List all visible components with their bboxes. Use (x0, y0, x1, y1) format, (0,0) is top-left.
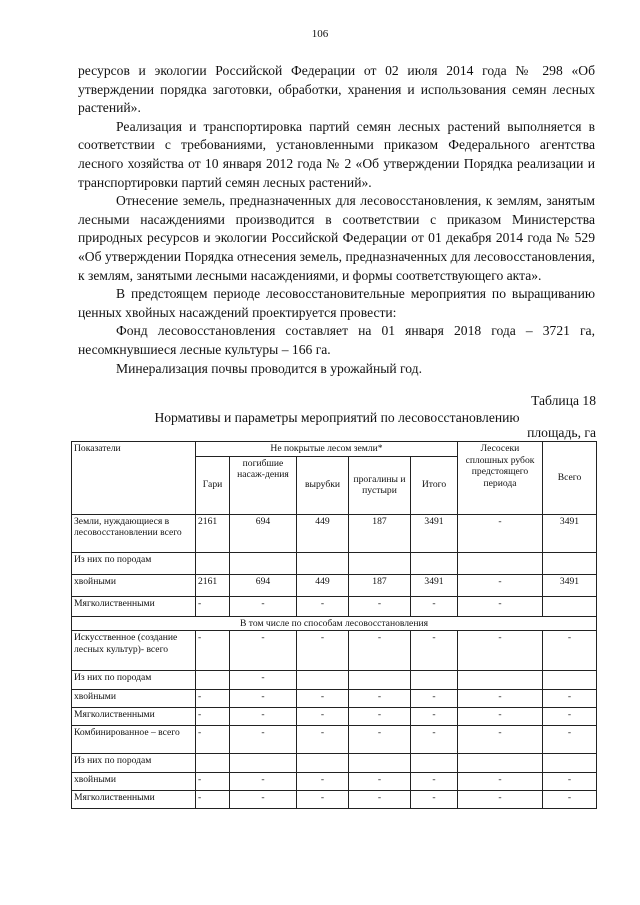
cell-value: - (411, 631, 458, 671)
header-col: Гари (196, 456, 230, 514)
header-col: Итого (411, 456, 458, 514)
cell-value (196, 754, 230, 773)
cell-value (349, 552, 411, 574)
row-label: Земли, нуждающиеся в лесовосстановлении всего (72, 514, 196, 552)
cell-value: 449 (297, 514, 349, 552)
cell-value: - (297, 773, 349, 791)
cell-value: 3491 (543, 514, 597, 552)
cell-value: - (297, 690, 349, 708)
cell-value (196, 552, 230, 574)
cell-value: - (230, 773, 297, 791)
cell-value (230, 754, 297, 773)
cell-value: - (411, 596, 458, 616)
header-col: прогалины и пустыри (349, 456, 411, 514)
cell-value: - (543, 726, 597, 754)
table-row (72, 552, 597, 574)
header-total: Всего (543, 442, 597, 515)
table-unit: площадь, га (527, 425, 596, 440)
row-label: Из них по породам (72, 754, 196, 773)
cell-value: 3491 (543, 574, 597, 596)
cell-value: - (411, 690, 458, 708)
row-label: Мягколиственными (72, 596, 196, 616)
cell-value: - (297, 631, 349, 671)
cell-value (297, 552, 349, 574)
cell-value: - (458, 574, 543, 596)
cell-value (349, 754, 411, 773)
page-number: 106 (311, 28, 329, 40)
paragraph: ресурсов и экологии Российской Федерации от 02 июля 2014 года № 298 «Об утверждении порядка заготовки, обработки, хранения и использования семян лесных растений». (78, 63, 595, 116)
cell-value: - (230, 690, 297, 708)
cell-value: - (543, 791, 597, 809)
row-label: Комбинированное – всего (72, 726, 196, 754)
header-clearcuts: Лесосеки сплошных рубок предстоящего периода (458, 442, 543, 515)
paragraph: Фонд лесовосстановления составляет на 01 января 2018 года – 3721 га, несомкнувшиеся лесные культуры – 166 га. (78, 323, 595, 357)
cell-value: - (543, 708, 597, 726)
header-group: Не покрытые лесом земли* (196, 442, 458, 457)
cell-value (543, 754, 597, 773)
cell-value: - (196, 791, 230, 809)
data-table (71, 441, 597, 809)
cell-value (543, 596, 597, 616)
cell-value (411, 671, 458, 690)
cell-value: - (349, 726, 411, 754)
cell-value (411, 754, 458, 773)
table-row (72, 754, 597, 773)
cell-value: 3491 (411, 514, 458, 552)
cell-value (543, 552, 597, 574)
cell-value (297, 754, 349, 773)
cell-value: - (543, 690, 597, 708)
table-label: Таблица 18 (531, 393, 596, 408)
paragraph: Реализация и транспортировка партий семян лесных растений выполняется в соответствии с требованиями, установленными приказом Федерального агентства лесного хозяйства от 10 января 2012 года № 2 «Об утверждении Порядка реализации и транспортировки партий семян лесных растений». (78, 118, 595, 190)
table-row (72, 631, 597, 671)
cell-value: - (458, 791, 543, 809)
cell-value: - (458, 690, 543, 708)
table-row (72, 671, 597, 690)
cell-value: - (196, 631, 230, 671)
cell-value: - (230, 631, 297, 671)
cell-value (458, 671, 543, 690)
table-row (72, 514, 597, 552)
cell-value: - (458, 726, 543, 754)
cell-value: - (349, 690, 411, 708)
cell-value: - (458, 773, 543, 791)
table-row (72, 596, 597, 616)
row-label: Мягколиственными (72, 791, 196, 809)
row-label: Искусственное (создание лесных культур)- всего (72, 631, 196, 671)
cell-value: 187 (349, 574, 411, 596)
cell-value: - (230, 596, 297, 616)
cell-value: - (297, 596, 349, 616)
cell-value (458, 552, 543, 574)
cell-value: - (458, 631, 543, 671)
table-row (72, 708, 597, 726)
cell-value: - (411, 708, 458, 726)
row-label: Из них по породам (72, 671, 196, 690)
cell-value: - (230, 791, 297, 809)
cell-value: - (411, 791, 458, 809)
cell-value: 694 (230, 514, 297, 552)
row-label: хвойными (72, 690, 196, 708)
paragraph: Минерализация почвы проводится в урожайный год. (116, 360, 422, 376)
table-row (72, 574, 597, 596)
cell-value: - (349, 708, 411, 726)
cell-value: 694 (230, 574, 297, 596)
cell-value: - (196, 690, 230, 708)
cell-value: - (230, 726, 297, 754)
cell-value: - (543, 773, 597, 791)
cell-value: - (196, 773, 230, 791)
cell-value: - (543, 631, 597, 671)
row-label: Из них по породам (72, 552, 196, 574)
table-row (72, 690, 597, 708)
cell-value: 2161 (196, 514, 230, 552)
cell-value: - (349, 631, 411, 671)
cell-value: 449 (297, 574, 349, 596)
cell-value (411, 552, 458, 574)
cell-value (230, 552, 297, 574)
cell-value: 2161 (196, 574, 230, 596)
cell-value: 187 (349, 514, 411, 552)
cell-value (458, 754, 543, 773)
cell-value: - (411, 773, 458, 791)
cell-value: - (458, 514, 543, 552)
cell-value (543, 671, 597, 690)
cell-value: - (297, 726, 349, 754)
cell-value: - (458, 596, 543, 616)
cell-value: - (196, 596, 230, 616)
cell-value: - (196, 726, 230, 754)
header-indicator: Показатели (72, 442, 196, 515)
cell-value: - (458, 708, 543, 726)
cell-value: - (230, 708, 297, 726)
cell-value: - (196, 708, 230, 726)
cell-value: 3491 (411, 574, 458, 596)
section-label: В том числе по способам лесовосстановления (72, 616, 597, 631)
header-col: погибшие насаж-дения (230, 456, 297, 514)
table-title: Нормативы и параметры мероприятий по лесовосстановлению (154, 410, 520, 425)
row-label: Мягколиственными (72, 708, 196, 726)
cell-value (196, 671, 230, 690)
cell-value: - (349, 773, 411, 791)
header-col: вырубки (297, 456, 349, 514)
cell-value (297, 671, 349, 690)
paragraph: Отнесение земель, предназначенных для лесовосстановления, к землям, занятым лесными насаждениями производится в соответствии с приказом Министерства природных ресурсов и экологии Российской Федерации от 01 декабря 2014 года № 529 «Об утверждении Порядка отнесения земель, предназначенных для лесовосстановления, к землям, занятыми лесными насаждениями, и формы соответствующего акта». (78, 193, 595, 283)
table-row (72, 773, 597, 791)
paragraph: В предстоящем периоде лесовосстановительные мероприятия по выращиванию ценных хвойных насаждений проектируется провести: (78, 286, 595, 320)
cell-value: - (297, 708, 349, 726)
row-label: хвойными (72, 773, 196, 791)
cell-value: - (349, 791, 411, 809)
row-label: хвойными (72, 574, 196, 596)
body-text (78, 62, 595, 378)
cell-value: - (349, 596, 411, 616)
section-row (72, 616, 597, 631)
cell-value: - (297, 791, 349, 809)
table-row (72, 791, 597, 809)
cell-value: - (411, 726, 458, 754)
table-row (72, 726, 597, 754)
header-row (72, 442, 597, 457)
cell-value: - (230, 671, 297, 690)
cell-value (349, 671, 411, 690)
